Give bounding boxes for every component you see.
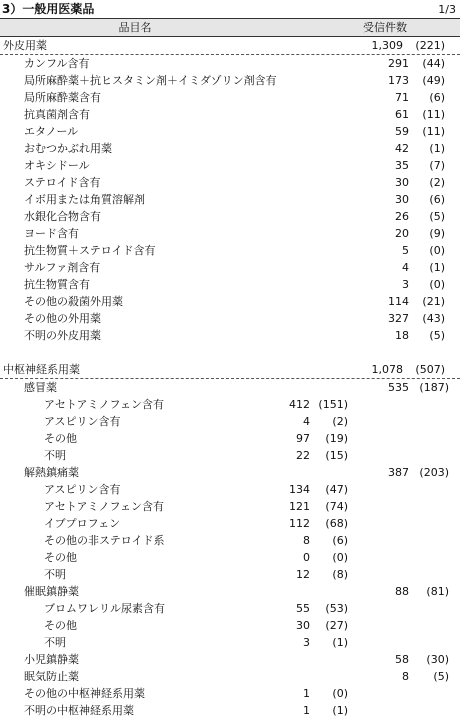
table-row (0, 430, 460, 447)
table-row (0, 702, 460, 719)
table-row (0, 225, 460, 242)
row-label: 外皮用薬 (3, 39, 47, 52)
count-paren-value: (0) (332, 551, 348, 564)
count-paren-value: (1) (429, 142, 445, 155)
row-values (248, 413, 348, 430)
count-paren-value: (11) (422, 125, 445, 138)
count-paren-value: (2) (429, 176, 445, 189)
count-value: 26 (395, 210, 409, 223)
table-row (0, 532, 460, 549)
count-value: 1 (303, 687, 310, 700)
count-paren-value: (15) (325, 449, 348, 462)
count-paren-value: (81) (426, 585, 449, 598)
count-paren-value: (507) (415, 363, 445, 376)
row-label: 不明の中枢神経系用薬 (24, 704, 134, 717)
count-paren-value: (44) (422, 57, 445, 70)
count-value: 71 (395, 91, 409, 104)
table-row (0, 89, 460, 106)
row-label: エタノール (24, 125, 79, 138)
count-paren-value: (68) (325, 517, 348, 530)
count-value: 30 (296, 619, 310, 632)
count-value: 5 (402, 244, 409, 257)
count-paren-value: (30) (426, 653, 449, 666)
table-row (0, 242, 460, 259)
row-label: 抗真菌剤含有 (24, 108, 90, 121)
count-value: 12 (296, 568, 310, 581)
row-values (345, 55, 445, 72)
count-value: 4 (402, 261, 409, 274)
count-value: 3 (402, 278, 409, 291)
row-values (248, 481, 348, 498)
table-row (0, 600, 460, 617)
count-value: 30 (395, 176, 409, 189)
table-row (0, 276, 460, 293)
row-values (345, 276, 445, 293)
count-value: 20 (395, 227, 409, 240)
row-values (248, 702, 348, 719)
row-values (345, 464, 449, 481)
row-label: 催眠鎮静薬 (24, 585, 79, 598)
column-header-count: 受信件数 (363, 21, 407, 34)
row-values (345, 293, 445, 310)
count-value: 3 (303, 636, 310, 649)
table-header (0, 18, 460, 37)
row-label: 解熱鎮痛薬 (24, 466, 79, 479)
count-paren-value: (53) (325, 602, 348, 615)
table-row (0, 140, 460, 157)
table-row (0, 327, 460, 344)
row-values (345, 327, 445, 344)
count-value: 88 (395, 585, 409, 598)
count-value: 535 (388, 381, 409, 394)
row-values (345, 89, 445, 106)
row-values (345, 225, 445, 242)
count-value: 59 (395, 125, 409, 138)
row-label: イボ用または角質溶解剤 (24, 193, 145, 206)
count-paren-value: (8) (332, 568, 348, 581)
table-row (0, 157, 460, 174)
count-value: 8 (402, 670, 409, 683)
table-row (0, 123, 460, 140)
count-paren-value: (74) (325, 500, 348, 513)
count-value: 1,309 (371, 39, 403, 52)
category-row (0, 361, 460, 379)
page-number: 1/3 (438, 3, 456, 16)
count-value: 121 (289, 500, 310, 513)
count-value: 114 (388, 295, 409, 308)
row-values (248, 532, 348, 549)
table-row (0, 72, 460, 89)
table-row (0, 634, 460, 651)
count-paren-value: (1) (332, 704, 348, 717)
row-values (248, 430, 348, 447)
row-label: サルファ剤含有 (24, 261, 101, 274)
row-label: 不明 (44, 636, 66, 649)
row-values (345, 174, 445, 191)
count-value: 0 (303, 551, 310, 564)
row-label: その他 (44, 619, 77, 632)
count-paren-value: (6) (429, 91, 445, 104)
row-label: 不明 (44, 568, 66, 581)
table-row (0, 566, 460, 583)
count-value: 1 (303, 704, 310, 717)
table-row (0, 174, 460, 191)
row-values (345, 72, 445, 89)
row-label: オキシドール (24, 159, 90, 172)
table-row (0, 106, 460, 123)
row-label: 水銀化合物含有 (24, 210, 101, 223)
row-values (248, 685, 348, 702)
count-paren-value: (9) (429, 227, 445, 240)
count-paren-value: (151) (318, 398, 348, 411)
report-header (0, 0, 460, 18)
table-row (0, 396, 460, 413)
table-row (0, 413, 460, 430)
row-values (345, 651, 449, 668)
count-paren-value: (6) (332, 534, 348, 547)
count-value: 42 (395, 142, 409, 155)
row-label: 感冒薬 (24, 381, 57, 394)
count-paren-value: (43) (422, 312, 445, 325)
row-values (345, 259, 445, 276)
row-values (248, 617, 348, 634)
row-label: おむつかぶれ用薬 (24, 142, 112, 155)
category-row (0, 37, 460, 55)
row-label: アスピリン含有 (44, 483, 121, 496)
count-value: 35 (395, 159, 409, 172)
count-paren-value: (1) (429, 261, 445, 274)
count-paren-value: (47) (325, 483, 348, 496)
count-value: 4 (303, 415, 310, 428)
row-values (345, 123, 445, 140)
row-label: その他の非ステロイド系 (44, 534, 165, 547)
row-label: その他の中枢神経系用薬 (24, 687, 145, 700)
row-values (345, 310, 445, 327)
row-values (248, 515, 348, 532)
count-value: 134 (289, 483, 310, 496)
row-label: イブプロフェン (44, 517, 121, 530)
row-values (345, 191, 445, 208)
count-value: 173 (388, 74, 409, 87)
subcategory-row (0, 668, 460, 685)
count-value: 22 (296, 449, 310, 462)
count-value: 55 (296, 602, 310, 615)
count-paren-value: (7) (429, 159, 445, 172)
row-label: ブロムワレリル尿素含有 (44, 602, 165, 615)
row-values (248, 498, 348, 515)
table-row (0, 310, 460, 327)
row-values (345, 583, 449, 600)
row-label: 局所麻酔薬含有 (24, 91, 101, 104)
row-values (345, 157, 445, 174)
table-row (0, 208, 460, 225)
subcategory-row (0, 464, 460, 481)
count-value: 387 (388, 466, 409, 479)
count-paren-value: (11) (422, 108, 445, 121)
row-label: 中枢神経系用薬 (3, 363, 80, 376)
table-row (0, 447, 460, 464)
count-paren-value: (6) (429, 193, 445, 206)
row-values (248, 447, 348, 464)
count-value: 61 (395, 108, 409, 121)
count-value: 58 (395, 653, 409, 666)
table-row (0, 481, 460, 498)
count-value: 412 (289, 398, 310, 411)
subcategory-row (0, 379, 460, 396)
row-values (345, 106, 445, 123)
count-paren-value: (5) (429, 329, 445, 342)
count-paren-value: (49) (422, 74, 445, 87)
row-values (248, 600, 348, 617)
count-paren-value: (1) (332, 636, 348, 649)
row-label: アセトアミノフェン含有 (44, 500, 165, 513)
row-label: その他の殺菌外用薬 (24, 295, 123, 308)
row-values (248, 549, 348, 566)
count-value: 8 (303, 534, 310, 547)
row-label: 局所麻酔薬＋抗ヒスタミン剤＋イミダゾリン剤含有 (24, 74, 277, 87)
row-values (345, 668, 449, 685)
row-values (345, 140, 445, 157)
row-values (345, 379, 449, 396)
row-label: 眠気防止薬 (24, 670, 79, 683)
row-label: カンフル含有 (24, 57, 90, 70)
count-paren-value: (203) (419, 466, 449, 479)
page-title: 3）一般用医薬品 (2, 2, 95, 16)
row-label: ステロイド含有 (24, 176, 101, 189)
table-row (0, 515, 460, 532)
count-paren-value: (187) (419, 381, 449, 394)
report-table (0, 37, 460, 719)
row-values (345, 361, 445, 378)
row-label: 不明の外皮用薬 (24, 329, 101, 342)
count-value: 30 (395, 193, 409, 206)
row-spacer (0, 344, 460, 361)
table-row (0, 55, 460, 72)
row-label: その他の外用薬 (24, 312, 101, 325)
subcategory-row (0, 651, 460, 668)
row-label: アスピリン含有 (44, 415, 121, 428)
count-paren-value: (0) (429, 278, 445, 291)
count-paren-value: (221) (415, 39, 445, 52)
count-paren-value: (5) (433, 670, 449, 683)
count-paren-value: (5) (429, 210, 445, 223)
row-label: 抗生物質＋ステロイド含有 (24, 244, 156, 257)
row-values (345, 208, 445, 225)
count-value: 291 (388, 57, 409, 70)
table-row (0, 685, 460, 702)
column-header-name: 品目名 (118, 21, 152, 34)
row-label: その他 (44, 432, 77, 445)
count-value: 1,078 (371, 363, 403, 376)
count-value: 112 (289, 517, 310, 530)
subcategory-row (0, 583, 460, 600)
table-row (0, 293, 460, 310)
table-row (0, 617, 460, 634)
row-values (248, 634, 348, 651)
row-values (248, 396, 348, 413)
row-label: ヨード含有 (24, 227, 79, 240)
row-values (248, 566, 348, 583)
count-value: 97 (296, 432, 310, 445)
count-paren-value: (21) (422, 295, 445, 308)
table-row (0, 498, 460, 515)
count-value: 327 (388, 312, 409, 325)
row-values (345, 37, 445, 54)
row-label: その他 (44, 551, 77, 564)
row-values (345, 242, 445, 259)
count-paren-value: (27) (325, 619, 348, 632)
count-paren-value: (0) (332, 687, 348, 700)
count-paren-value: (2) (332, 415, 348, 428)
row-label: 不明 (44, 449, 66, 462)
count-value: 18 (395, 329, 409, 342)
row-label: 小児鎮静薬 (24, 653, 79, 666)
table-row (0, 191, 460, 208)
count-paren-value: (0) (429, 244, 445, 257)
count-paren-value: (19) (325, 432, 348, 445)
row-label: アセトアミノフェン含有 (44, 398, 165, 411)
table-row (0, 259, 460, 276)
row-label: 抗生物質含有 (24, 278, 90, 291)
table-row (0, 549, 460, 566)
